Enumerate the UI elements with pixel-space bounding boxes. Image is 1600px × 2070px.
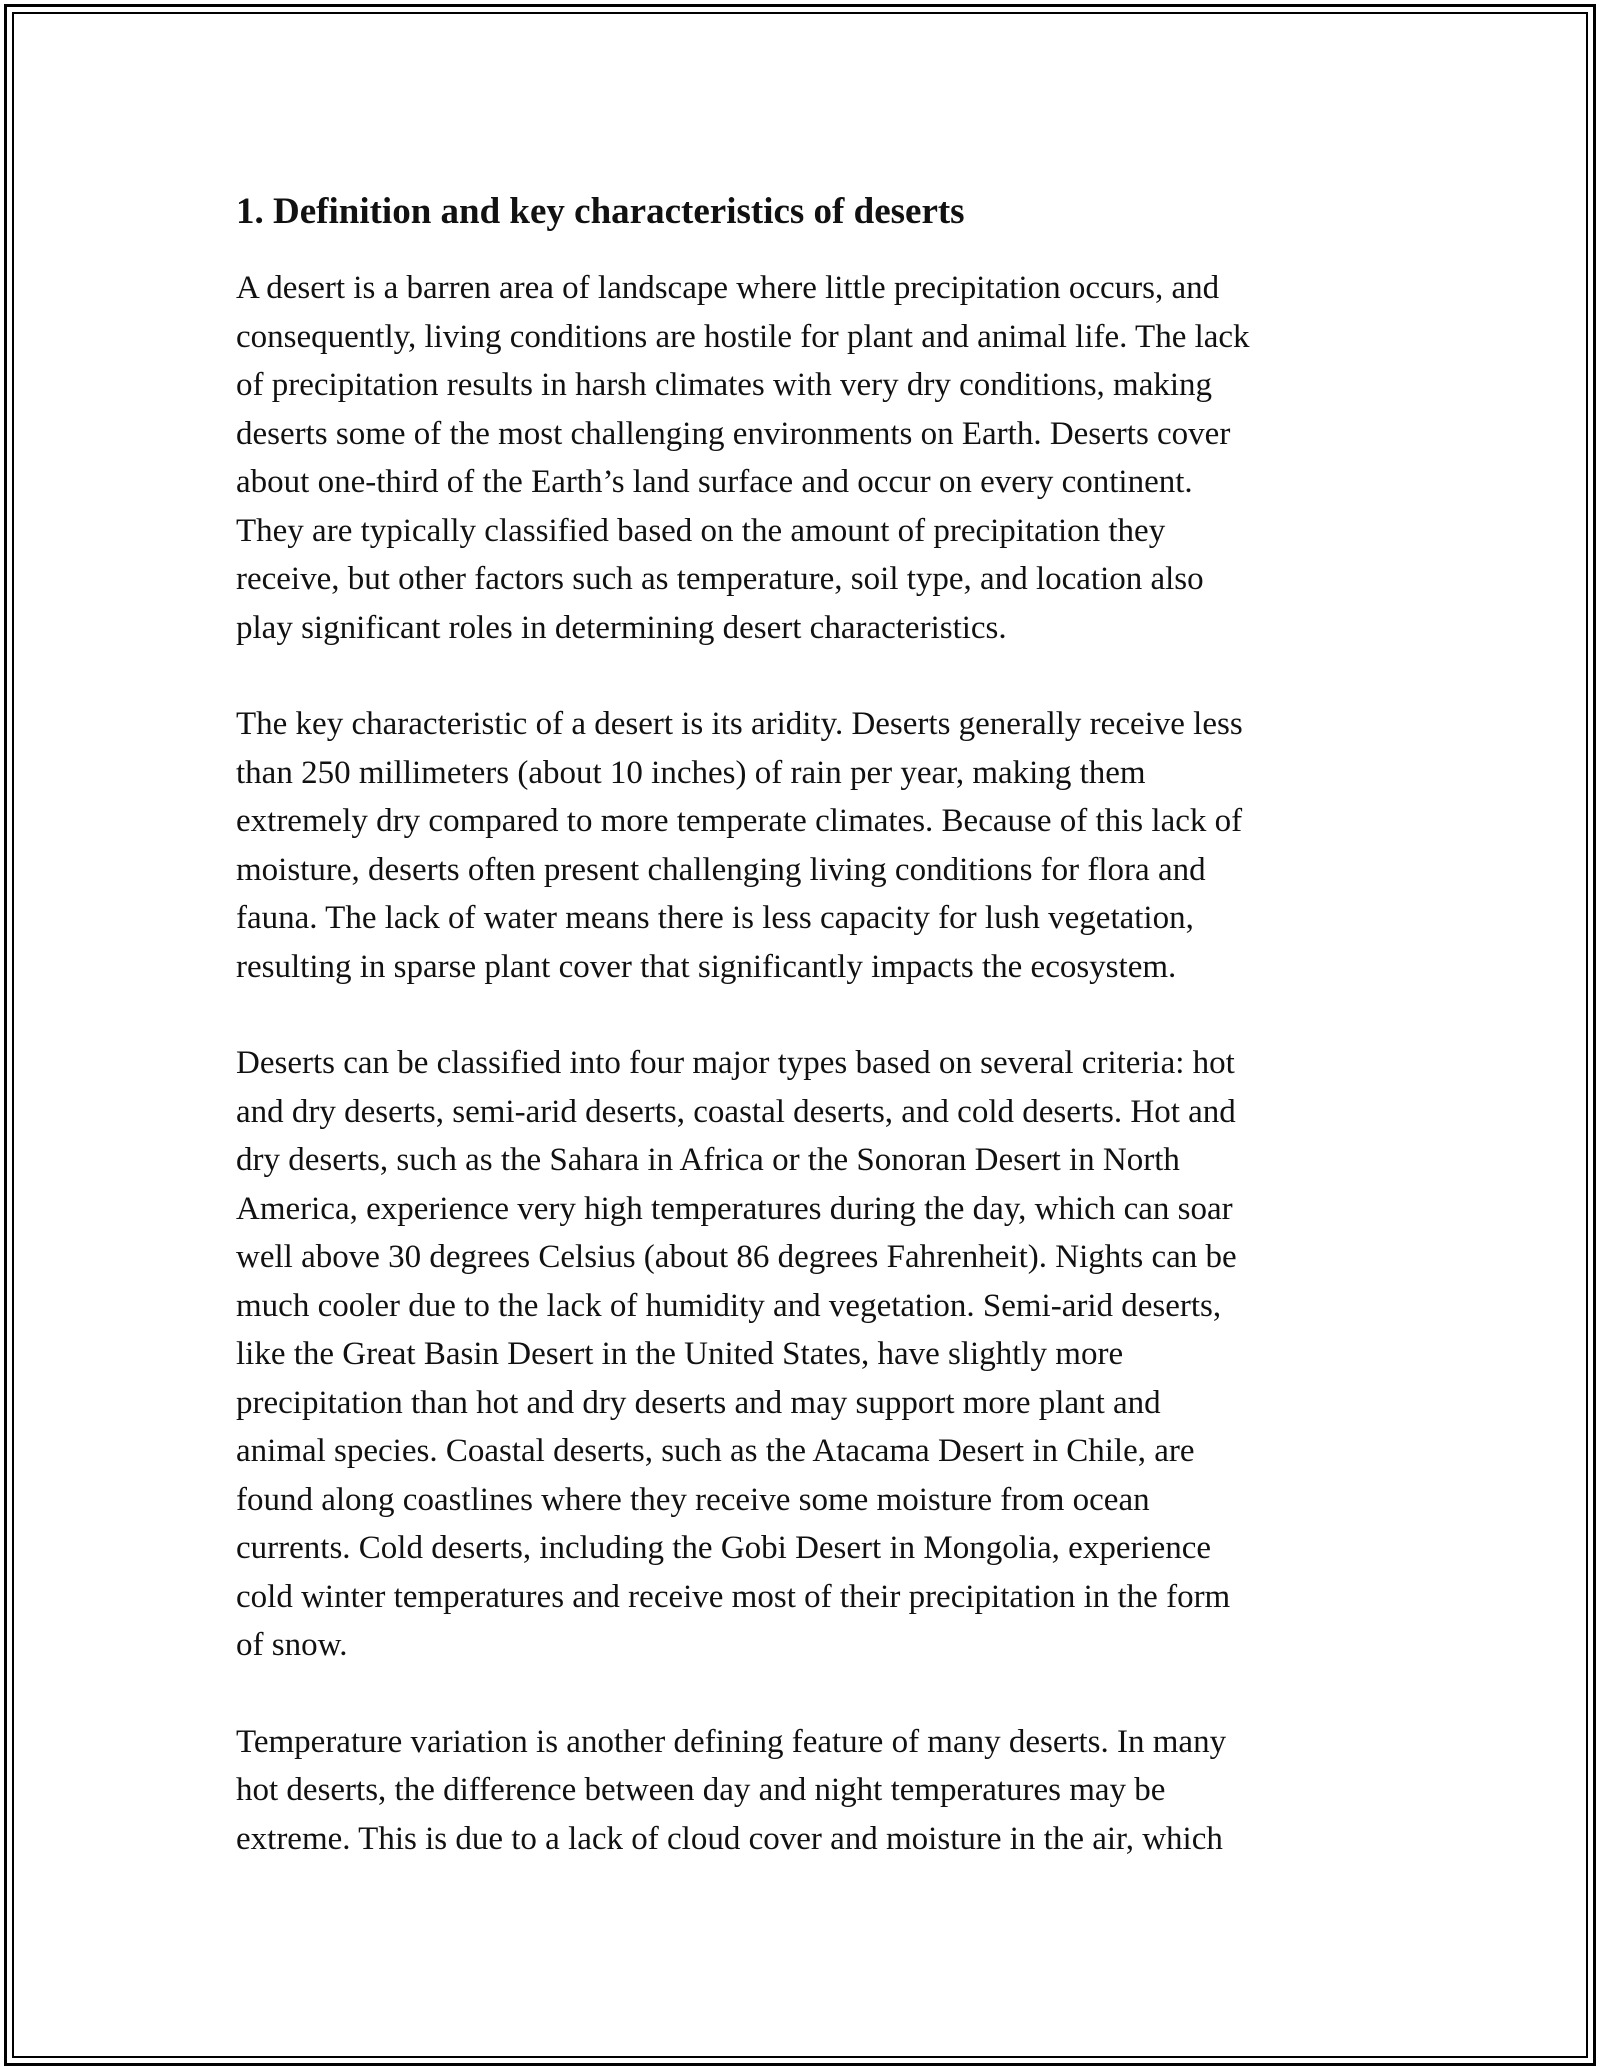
section-heading: 1. Definition and key characteristics of deserts	[236, 191, 965, 232]
paragraph-desert-types: Deserts can be classified into four major types based on several criteria: hot and dry deserts, semi-arid deserts, coastal deserts, and cold deserts. Hot and dry deserts, such as the Sahara in Africa or the Sonoran Desert in North America, experience very high temperatures during the day, which can soar well above 30 degrees Celsius (about 86 degrees Fahrenheit). Nights can be much cooler due to the lack of humidity and vegetation. Semi-arid deserts, like the Great Basin Desert in the United States, have slightly more precipitation than hot and dry deserts and may support more plant and animal species. Coastal deserts, such as the Atacama Desert in Chile, are found along coastlines where they receive some moisture from ocean currents. Cold deserts, including the Gobi Desert in Mongolia, experience cold winter temperatures and receive most of their precipitation in the form of snow.	[236, 1045, 1237, 1663]
paragraph-temperature-variation: Temperature variation is another defining feature of many deserts. In many hot deserts, the difference between day and night temperatures may be extreme. This is due to a lack of cloud cover and moisture in the air, which	[236, 1723, 1227, 1857]
document-body	[236, 186, 1386, 1911]
paragraph-definition: A desert is a barren area of landscape where little precipitation occurs, and consequently, living conditions are hostile for plant and animal life. The lack of precipitation results in harsh climates with very dry conditions, making deserts some of the most challenging environments on Earth. Deserts cover about one-third of the Earth’s land surface and occur on every continent. They are typically classified based on the amount of precipitation they receive, but other factors such as temperature, soil type, and location also play significant roles in determining desert characteristics.	[236, 270, 1250, 646]
paragraph-aridity: The key characteristic of a desert is its aridity. Deserts generally receive less than 250 millimeters (about 10 inches) of rain per year, making them extremely dry compared to more temperate climates. Because of this lack of moisture, deserts often present challenging living conditions for flora and fauna. The lack of water means there is less capacity for lush vegetation, resulting in sparse plant cover that significantly impacts the ecosystem.	[236, 706, 1243, 985]
